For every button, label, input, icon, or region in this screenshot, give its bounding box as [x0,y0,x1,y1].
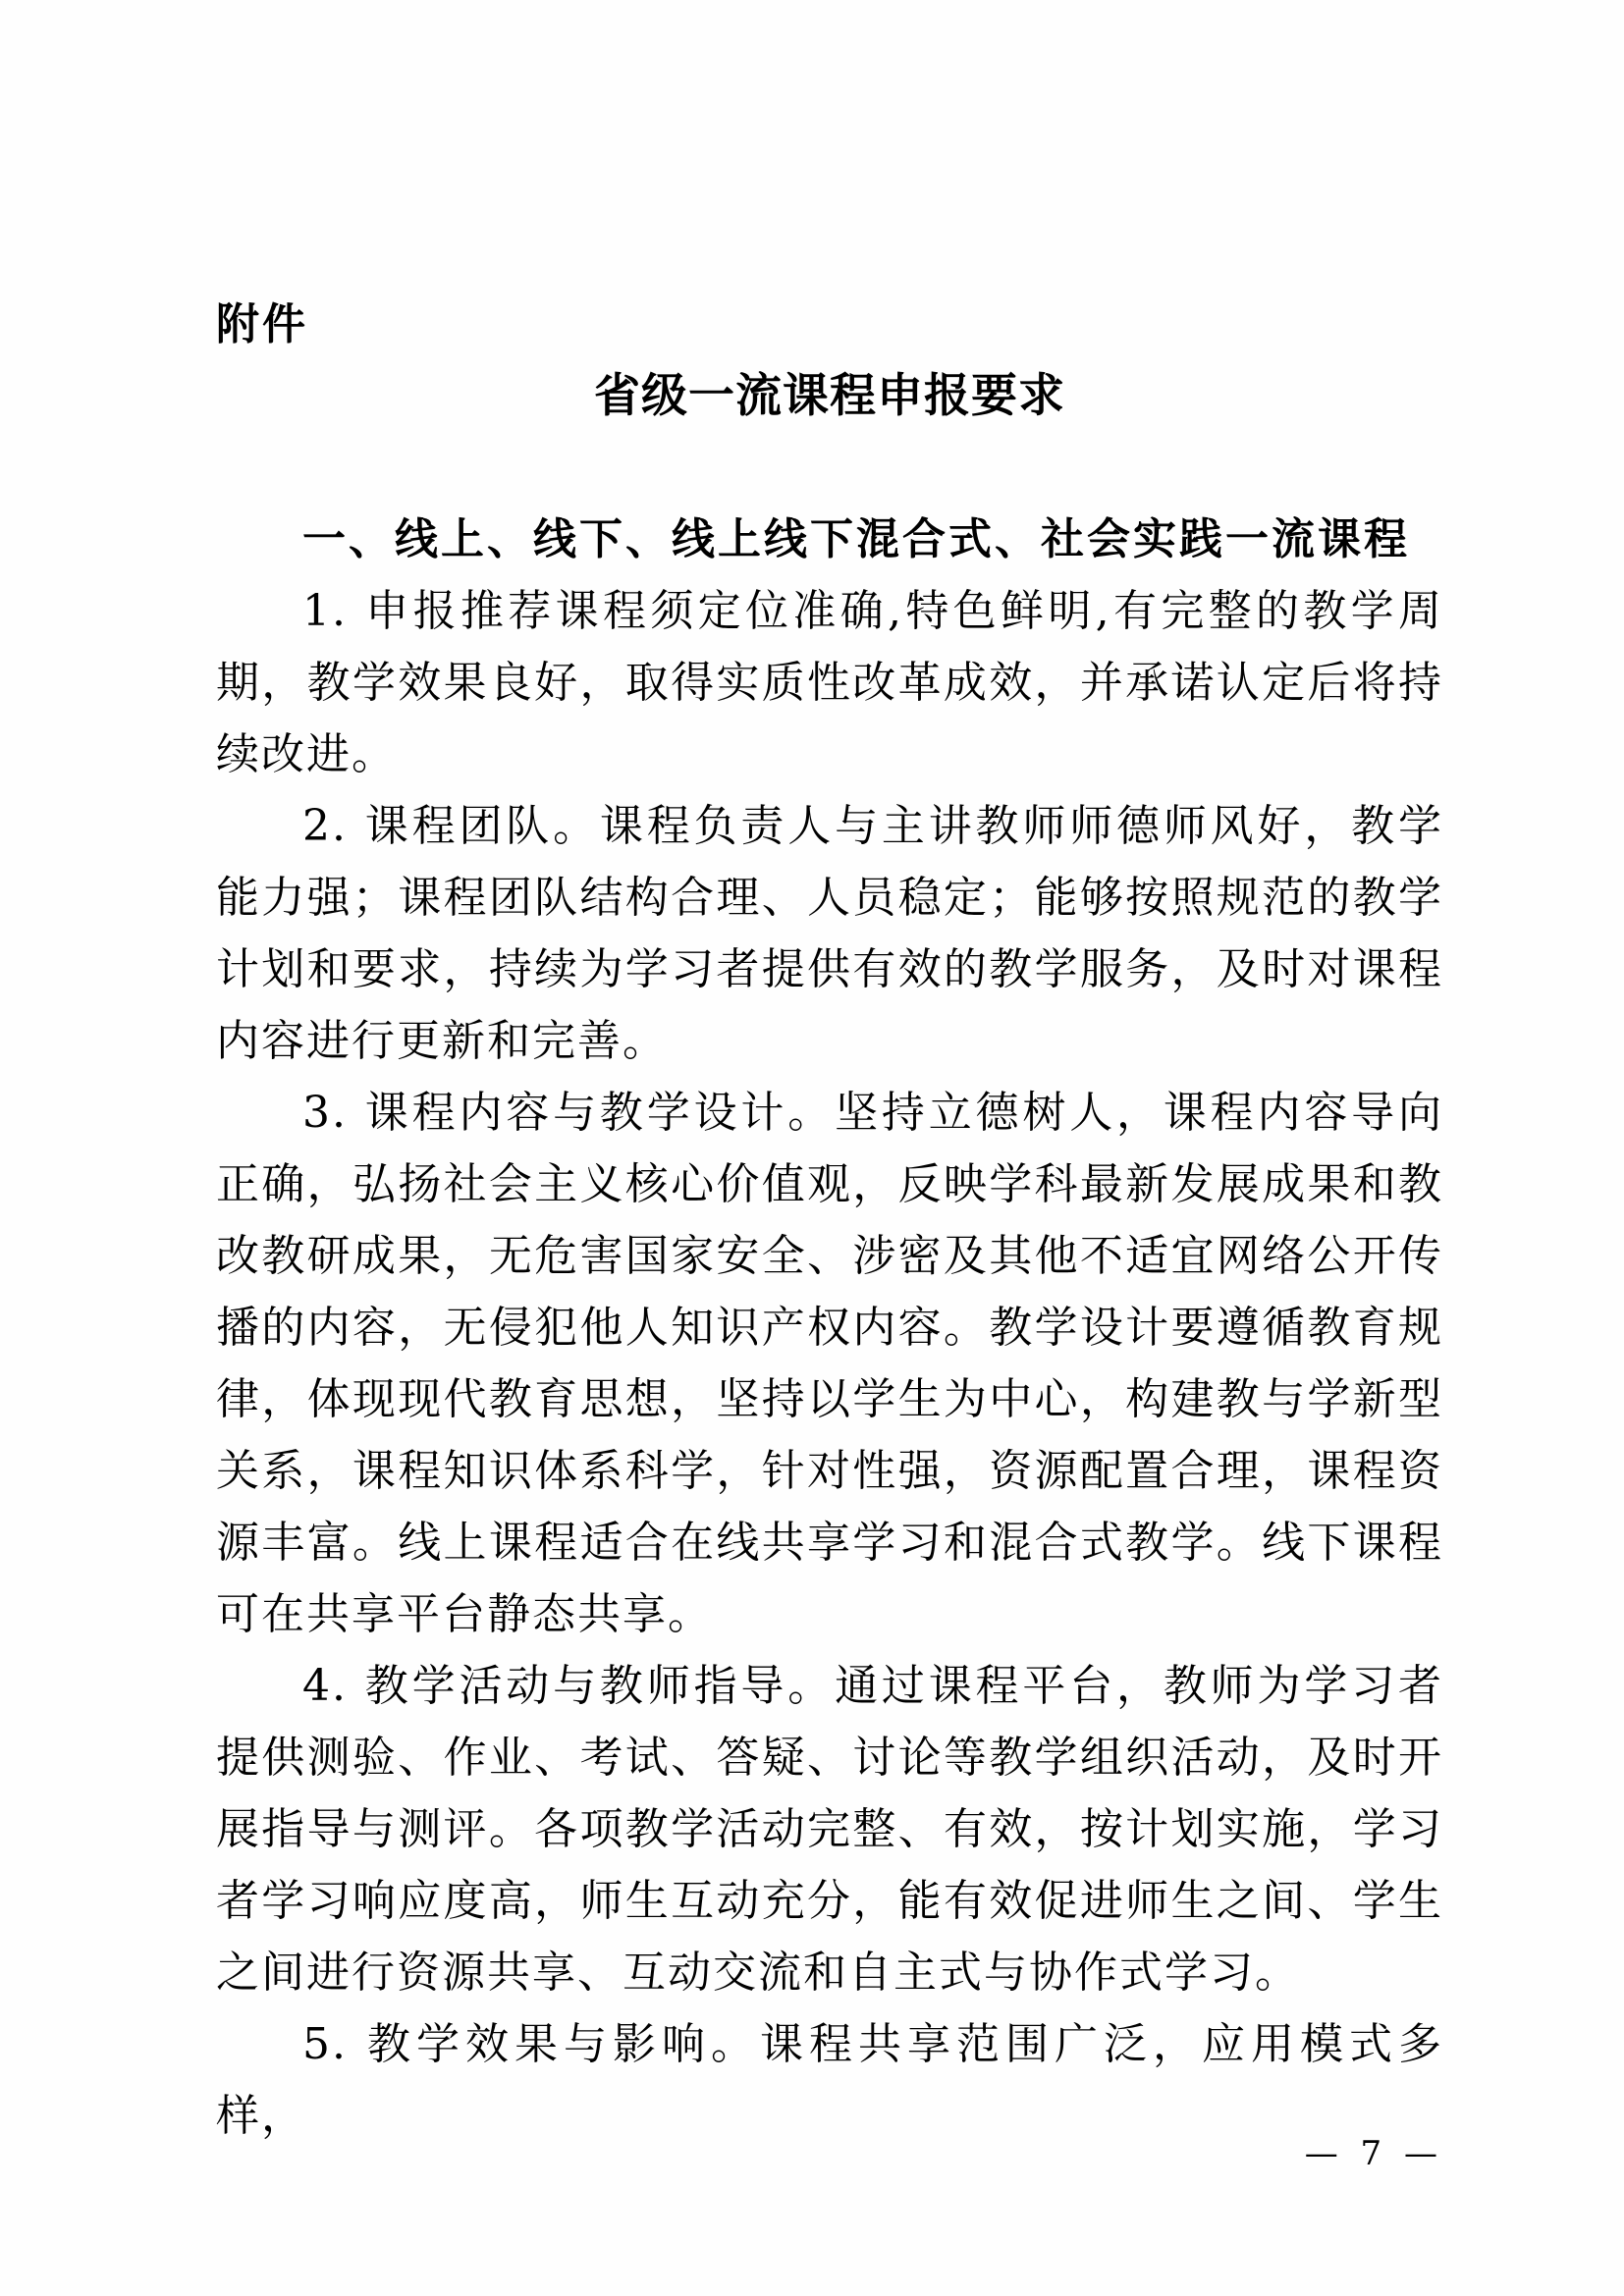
paragraph-3: 3. 课程内容与教学设计。坚持立德树人，课程内容导向正确，弘扬社会主义核心价值观，反映学科最新发展成果和教改教研成果，无危害国家安全、涉密及其他不适宜网络公开传播的内容，无侵犯他人知识产权内容。教学设计要遵循教育规律，体现现代教育思想，坚持以学生为中心，构建教与学新型关系，课程知识体系科学，针对性强，资源配置合理，课程资源丰富。线上课程适合在线共享学习和混合式教学。线下课程可在共享平台静态共享。 [216,1088,1443,1639]
paragraph-1: 1. 申报推荐课程须定位准确,特色鲜明,有完整的教学周期，教学效果良好，取得实质性改革成效，并承诺认定后将持续改进。 [216,586,1443,779]
paragraph-2: 2. 课程团队。课程负责人与主讲教师师德师风好，教学能力强；课程团队结构合理、人员稳定；能够按照规范的教学计划和要求，持续为学习者提供有效的教学服务，及时对课程内容进行更新和完善。 [216,801,1443,1066]
document-content [216,289,1443,2152]
blank-line [216,432,1443,504]
paragraph-4: 4. 教学活动与教师指导。通过课程平台，教师为学习者提供测验、作业、考试、答疑、讨论等教学组织活动，及时开展指导与测评。各项教学活动完整、有效，按计划实施，学习者学习响应度高，师生互动充分，能有效促进师生之间、学生之间进行资源共享、互动交流和自主式与协作式学习。 [216,1661,1443,1998]
paragraph-5: 5. 教学效果与影响。课程共享范围广泛，应用模式多样， [216,2019,1443,2141]
page-number: — 7 — [1304,2134,1443,2173]
attachment-label: 附件 [216,299,308,349]
page-title: 省级一流课程申报要求 [594,369,1065,423]
section-heading: 一、线上、线下、线上线下混合式、社会实践一流课程 [302,514,1410,564]
